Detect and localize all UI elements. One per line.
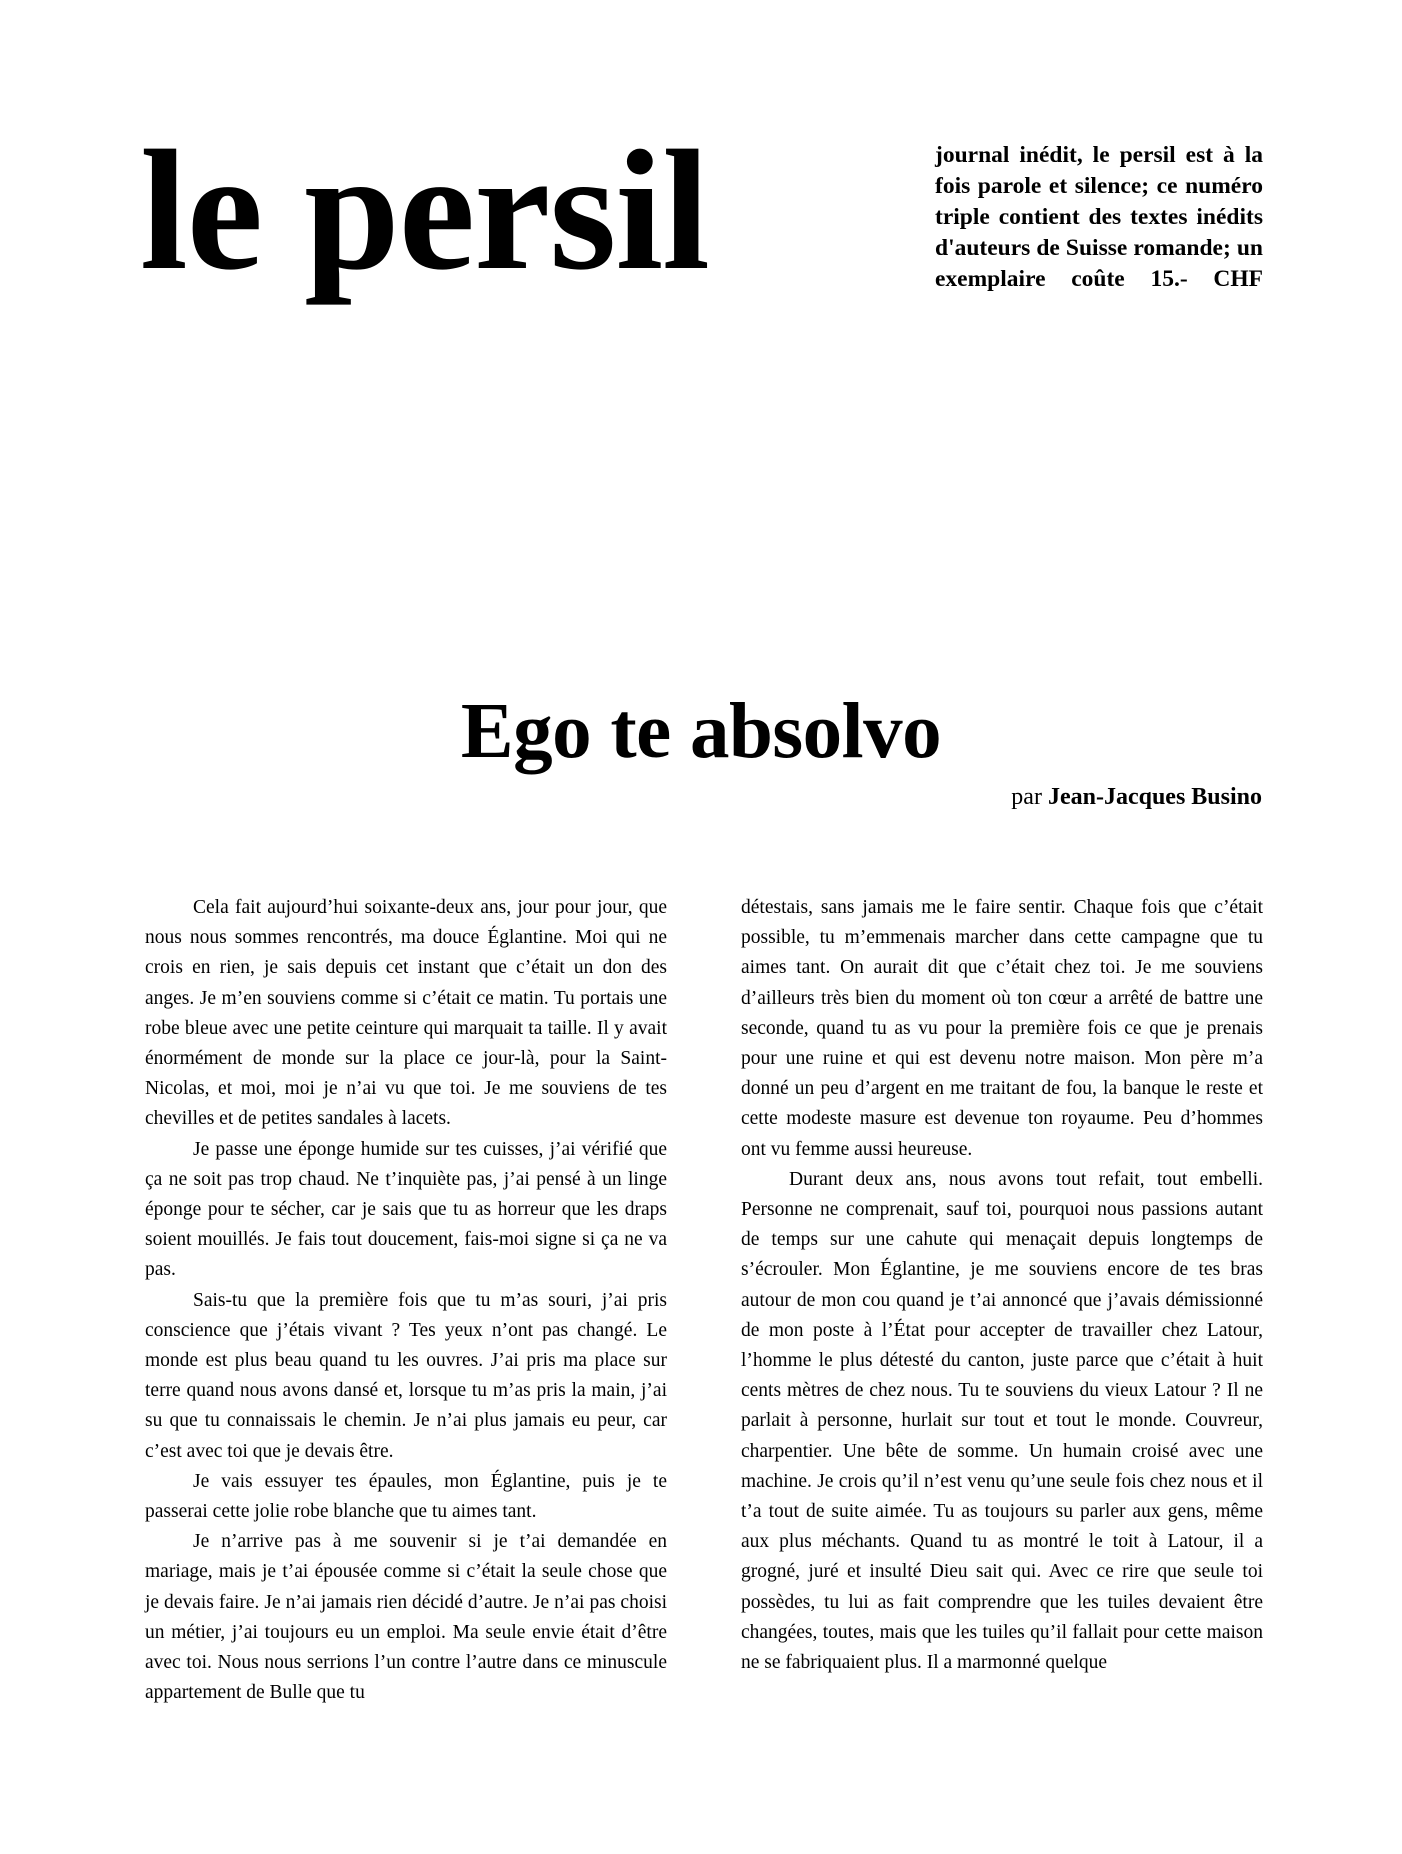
text-column-right	[741, 893, 1263, 1678]
paragraph: Durant deux ans, nous avons tout refait, tout embelli. Personne ne comprenait, sauf toi, pourquoi nous passions autant de temps sur une cahute qui menaçait depuis longtemps de s’écrouler. Mon Églantine, je me souviens encore de tes bras autour de mon cou quand je t’ai annoncé que j’avais démissionné de mon poste à l’État pour accepter de travailler chez Latour, l’homme le plus détesté du canton, juste parce que c’était à huit cents mètres de chez nous. Tu te souviens du vieux Latour ? Il ne parlait à personne, hurlait sur tout et tout le monde. Couvreur, charpentier. Une bête de somme. Un humain croisé avec une machine. Je crois qu’il n’est venu qu’une seule fois chez nous et il t’a tout de suite aimée. Tu as toujours su parler aux gens, même aux plus méchants. Quand tu as montré le toit à Latour, il a grogné, juré et insulté Dieu sait qui. Avec ce rire que seule toi possèdes, tu lui as fait comprendre que les tuiles devaient être changées, toutes, mais que les tuiles qu’il fallait pour cette maison ne se fabriquaient plus. Il a marmonné quelque	[741, 1168, 1263, 1674]
paragraph: Je vais essuyer tes épaules, mon Églantine, puis je te passerai cette jolie robe blanche que tu aimes tant.	[145, 1470, 667, 1523]
paragraph: Sais-tu que la première fois que tu m’as souri, j’ai pris conscience que j’étais vivant ? Tes yeux n’ont pas changé. Le monde est plus beau quand tu les ouvres. J’ai pris ma place sur terre quand nous avons dansé et, lorsque tu m’as pris la main, j’ai su que tu connaissais le chemin. Je n’ai plus jamais eu peur, car c’est avec toi que je devais être.	[145, 1289, 667, 1462]
byline-prefix: par	[1011, 784, 1042, 810]
text-column-left	[145, 893, 667, 1708]
byline	[1011, 782, 1262, 812]
paragraph: Je passe une éponge humide sur tes cuisses, j’ai vérifié que ça ne soit pas trop chaud. Ne t’inquiète pas, j’ai pensé à un linge éponge pour te sécher, car je sais que tu as horreur que les draps soient mouillés. Je fais tout doucement, fais-moi signe si ça ne va pas.	[145, 1138, 667, 1281]
paragraph-continuation: détestais, sans jamais me le faire sentir. Chaque fois que c’était possible, tu m’emmenais marcher dans cette campagne que tu aimes tant. On aurait dit que c’était chez toi. Je me souviens d’ailleurs très bien du moment où ton cœur a arrêté de battre une seconde, quand tu as vu pour la première fois ce que je prenais pour une ruine et qui est devenu notre maison. Mon père m’a donné un peu d’argent en me traitant de fou, la banque le reste et cette modeste masure est devenue ton royaume. Peu d’hommes ont vu femme aussi heureuse.	[741, 897, 1263, 1160]
journal-title: le persil	[140, 116, 709, 306]
paragraph: Cela fait aujourd’hui soixante-deux ans, jour pour jour, que nous nous sommes rencontrés, ma douce Églantine. Moi qui ne crois en rien, je sais depuis cet instant que c’était un don des anges. Je m’en souviens comme si c’était ce matin. Tu portais une robe bleue avec une petite ceinture qui marquait ta taille. Il y avait énormément de monde sur la place ce jour-là, pour la Saint-Nicolas, et moi, moi je n’ai vu que toi. Je me souviens de tes chevilles et de petites sandales à lacets.	[145, 897, 667, 1130]
article-title: Ego te absolvo	[460, 688, 942, 775]
author-name: Jean-Jacques Busino	[1047, 784, 1262, 810]
journal-blurb: journal inédit, le persil est à la fois parole et silence; ce numéro triple contient des textes inédits d'auteurs de Suisse romande; un exemplaire coûte 15.- CHF	[935, 142, 1263, 292]
paragraph: Je n’arrive pas à me souvenir si je t’ai demandée en mariage, mais je t’ai épousée comme si c’était la seule chose que je devais faire. Je n’ai jamais rien décidé d’autre. Je n’ai pas choisi un métier, j’ai toujours eu un emploi. Ma seule envie était d’être avec toi. Nous nous serrions l’un contre l’autre dans ce minuscule appartement de Bulle que tu	[145, 1531, 667, 1704]
